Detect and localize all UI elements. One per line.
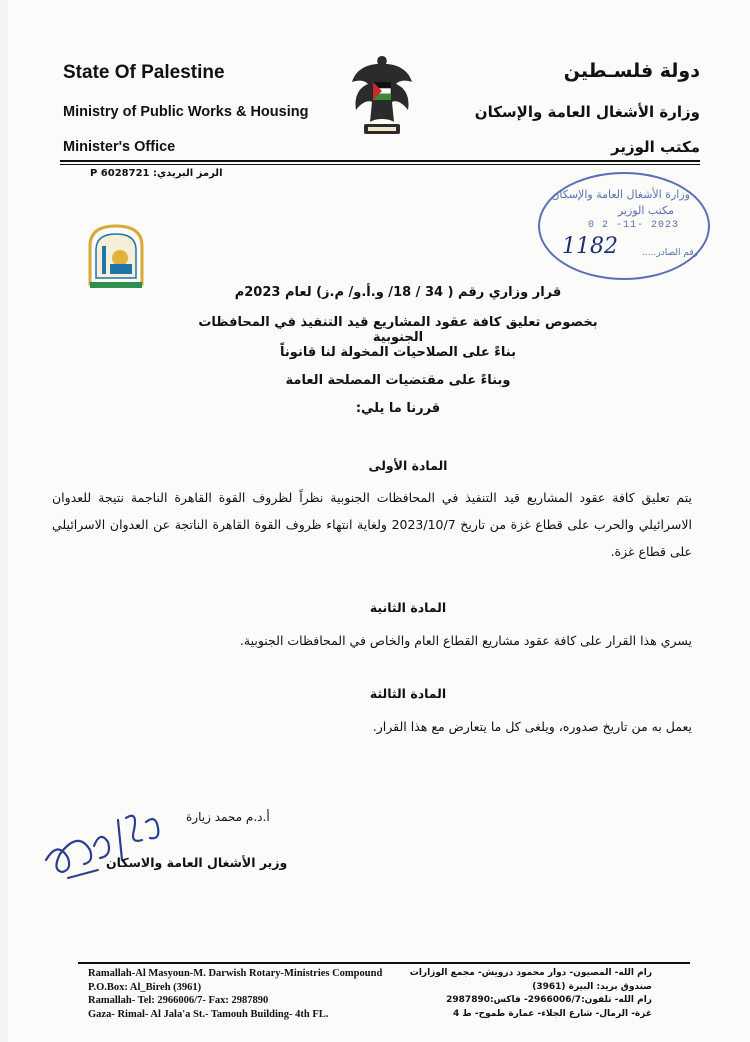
office-name-en: Minister's Office	[63, 139, 176, 155]
decision-number: قرار وزاري رقم ( 34 / 18/ و.أ.و/ م.ز) لعام 2023م	[234, 285, 562, 300]
postal-code: الرمز البريدي: P 6028721	[90, 168, 223, 179]
stamp-date: 0 2 -11- 2023	[588, 220, 680, 231]
article-2-title: المادة الثانية	[369, 600, 447, 615]
stamp-office: مكتب الوزير	[617, 204, 674, 217]
decision-subject: بخصوص تعليق كافة عقود المشاريع قيد التنفيذ في المحافظات الجنوبية	[198, 315, 598, 345]
footer-ar-line: غزة- الرمال- شارع الجلاء- عمارة طموح- ط 4	[452, 1008, 652, 1019]
footer-address-ar	[410, 967, 652, 1021]
footer-ar-line: رام الله- المصيون- دوار محمود درويش- مجمع الوزارات	[409, 968, 652, 978]
footer-en-line: Gaza- Rimal- Al Jala'a St.- Tamouh Building- 4th FL.	[88, 1008, 329, 1020]
handwritten-signature	[38, 800, 178, 890]
decision-public-interest: وبناءً على مقتضيات المصلحة العامة	[285, 373, 511, 388]
signatory-name: أ.د.م محمد زيارة	[186, 810, 270, 824]
article-3-title: المادة الثالثة	[369, 686, 447, 701]
footer-ar-line: صندوق بريد: البيرة (3961)	[532, 981, 652, 992]
state-title-en: State Of Palestine	[63, 62, 225, 83]
footer-en-line: P.O.Box: Al_Bireh (3961)	[88, 981, 202, 993]
footer-rule	[78, 962, 690, 964]
header-rule-thin	[60, 164, 700, 165]
signatory-title: وزير الأشغال العامة والاسكان	[106, 855, 288, 870]
article-1-title: المادة الأولى	[368, 458, 448, 473]
office-name-ar: مكتب الوزير	[610, 138, 700, 156]
header-rule	[60, 160, 700, 162]
footer-ar-line: رام الله- تلفون:2966006/7- فاكس:2987890	[446, 995, 652, 1005]
ministry-name-ar: وزارة الأشغال العامة والإسكان	[474, 103, 700, 121]
stamp-number: 1182	[562, 234, 618, 259]
state-title-ar: دولة فلسـطين	[563, 60, 700, 82]
footer-en-line: Ramallah- Tel: 2966006/7- Fax: 2987890	[88, 995, 269, 1006]
jerusalem-badge-logo	[80, 220, 152, 292]
article-3-text: يعمل به من تاريخ صدوره، ويلغى كل ما يتعارض مع هذا القرار.	[372, 719, 692, 734]
article-1-text: يتم تعليق كافة عقود المشاريع قيد التنفيذ في المحافظات الجنوبية نظراً لظروف القوة القاهرة الناجمة نتيجة للعدوان الاسرائيلي والحرب على قطاع غزة من تاريخ 2023/10/7 ولغاية انتهاء ظروف القوة القاهرة الناتجة عن العدوان الاسرائيلي على قطاع غزة.	[52, 490, 692, 559]
stamp-label: رقم الصادر.....	[642, 248, 698, 258]
stamp-ministry: وزارة الأشغال العامة والإسكان	[551, 188, 690, 201]
footer-address-en	[88, 967, 382, 1021]
ministry-name-en: Ministry of Public Works & Housing	[63, 104, 309, 120]
document-page	[8, 0, 750, 1042]
footer-en-line: Ramallah-Al Masyoun-M. Darwish Rotary-Ministries Compound	[88, 968, 383, 979]
palestine-eagle-emblem	[348, 52, 416, 140]
decision-resolved: قررنا ما يلي:	[355, 401, 441, 416]
received-stamp	[538, 172, 710, 280]
decision-authority: بناءً على الصلاحيات المخولة لنا قانوناً	[280, 345, 516, 360]
article-2-text: يسري هذا القرار على كافة عقود مشاريع القطاع العام والخاص في المحافظات الجنوبية.	[239, 633, 692, 648]
